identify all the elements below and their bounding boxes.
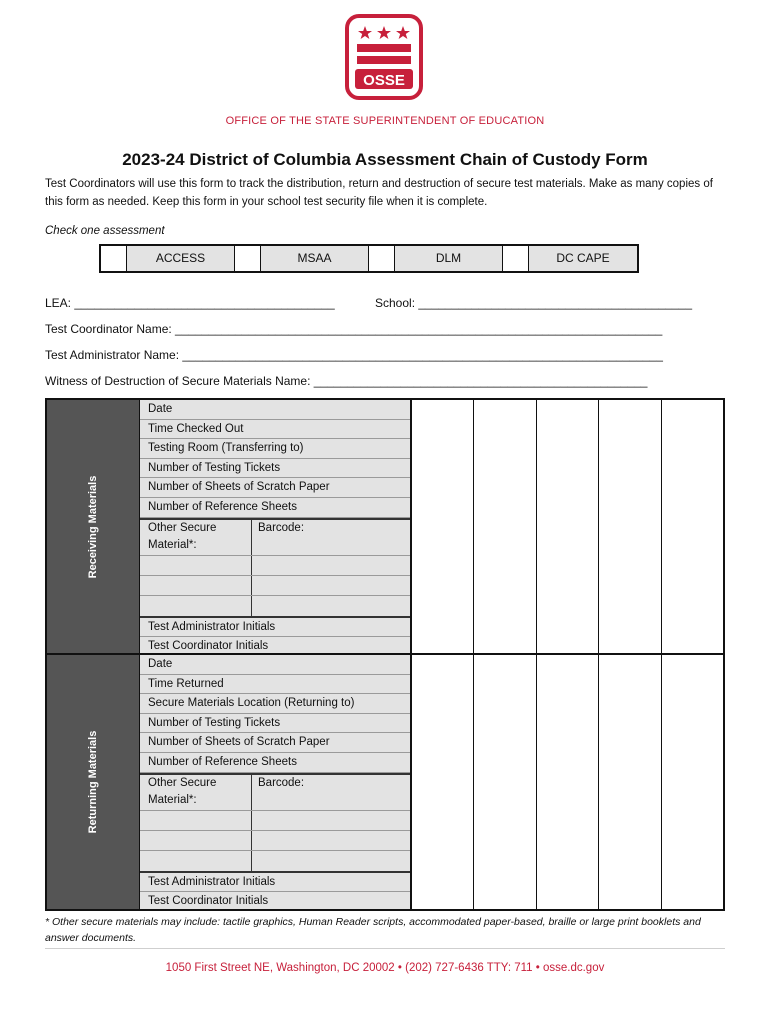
other-secure-entry[interactable]: [140, 851, 252, 871]
entry-column[interactable]: [599, 400, 661, 653]
assessment-label: MSAA: [261, 246, 369, 271]
barcode-label: Barcode:: [258, 776, 305, 789]
assessment-label: ACCESS: [127, 246, 235, 271]
returning-entry-columns: [412, 655, 723, 909]
entry-column[interactable]: [474, 655, 536, 909]
test-coordinator-name-field[interactable]: Test Coordinator Name: _________________________________________________________________________: [45, 322, 663, 336]
row-label: Time Returned: [140, 675, 410, 695]
row-label: Date: [140, 400, 410, 420]
lea-field[interactable]: LEA: _______________________________________: [45, 296, 335, 310]
intro-text: Test Coordinators will use this form to track the distribution, return and destruction of secure test materials. Make as many copies of this form as needed. Keep this form in your school test security file when it is complete.: [45, 178, 713, 208]
row-label: Number of Reference Sheets: [140, 498, 410, 518]
other-secure-label: Other Secure Material*:: [140, 775, 252, 810]
entry-column[interactable]: [662, 655, 723, 909]
test-administrator-name-field[interactable]: Test Administrator Name: ________________________________________________________________________: [45, 348, 663, 362]
row-label: Time Checked Out: [140, 420, 410, 440]
assessment-label: DLM: [395, 246, 503, 271]
entry-column[interactable]: [474, 400, 536, 653]
row-label: Number of Testing Tickets: [140, 459, 410, 479]
barcode-entry[interactable]: [252, 576, 410, 595]
check-assessment-label: Check one assessment: [45, 225, 165, 237]
row-label: Test Coordinator Initials: [148, 895, 269, 908]
row-label: Number of Sheets of Scratch Paper: [140, 733, 410, 753]
assessment-selector: [99, 244, 639, 273]
row-label: Number of Sheets of Scratch Paper: [140, 478, 410, 498]
footnote: * Other secure materials may include: tactile graphics, Human Reader scripts, accommodated paper-based, braille or large print booklets and answer documents.: [45, 916, 701, 944]
row-label: Test Administrator Initials: [140, 618, 410, 638]
entry-column[interactable]: [662, 400, 723, 653]
entry-column[interactable]: [412, 400, 474, 653]
receiving-entry-columns: [412, 400, 723, 653]
entry-column[interactable]: [412, 655, 474, 909]
access-checkbox[interactable]: [101, 246, 127, 271]
footer-contact: 1050 First Street NE, Washington, DC 20002 • (202) 727-6436 TTY: 711 • osse.dc.gov: [165, 962, 605, 974]
dlm-checkbox[interactable]: [369, 246, 395, 271]
entry-column[interactable]: [599, 655, 661, 909]
barcode-label: Barcode:: [258, 521, 305, 534]
footer-divider: [45, 948, 725, 949]
row-label: Number of Testing Tickets: [140, 714, 410, 734]
msaa-checkbox[interactable]: [235, 246, 261, 271]
school-field[interactable]: School: _________________________________________: [375, 296, 692, 310]
returning-labels: [140, 655, 412, 909]
returning-materials-section: [45, 653, 725, 911]
witness-name-field[interactable]: Witness of Destruction of Secure Materials Name: __________________________________________________: [45, 374, 648, 388]
other-secure-entry[interactable]: [140, 576, 252, 595]
receiving-labels: [140, 400, 412, 653]
other-secure-material-group: [139, 773, 410, 873]
row-label: Number of Reference Sheets: [140, 753, 410, 773]
receiving-materials-section: [45, 398, 725, 655]
other-secure-material-group: [139, 518, 410, 618]
row-label: Test Administrator Initials: [140, 873, 410, 893]
barcode-entry[interactable]: [252, 596, 410, 616]
other-secure-entry[interactable]: [140, 556, 252, 575]
entry-column[interactable]: [537, 655, 599, 909]
returning-side-label: Returning Materials: [47, 655, 140, 909]
other-secure-entry[interactable]: [140, 811, 252, 830]
page-title: 2023-24 District of Columbia Assessment Chain of Custody Form: [122, 150, 648, 169]
barcode-entry[interactable]: [252, 851, 410, 871]
assessment-label: DC CAPE: [529, 246, 637, 271]
dc-cape-checkbox[interactable]: [503, 246, 529, 271]
other-secure-entry[interactable]: [140, 831, 252, 850]
row-label: Test Coordinator Initials: [148, 640, 269, 653]
barcode-entry[interactable]: [252, 811, 410, 830]
barcode-entry[interactable]: [252, 556, 410, 575]
entry-column[interactable]: [537, 400, 599, 653]
logo-text: OSSE: [363, 72, 405, 89]
agency-name: OFFICE OF THE STATE SUPERINTENDENT OF EDUCATION: [225, 115, 545, 127]
row-label: Testing Room (Transferring to): [140, 439, 410, 459]
row-label: Date: [140, 655, 410, 675]
osse-logo: [345, 14, 423, 100]
other-secure-entry[interactable]: [140, 596, 252, 616]
other-secure-label: Other Secure Material*:: [140, 520, 252, 555]
row-label: Secure Materials Location (Returning to): [140, 694, 410, 714]
receiving-side-label: Receiving Materials: [47, 400, 140, 653]
barcode-entry[interactable]: [252, 831, 410, 850]
